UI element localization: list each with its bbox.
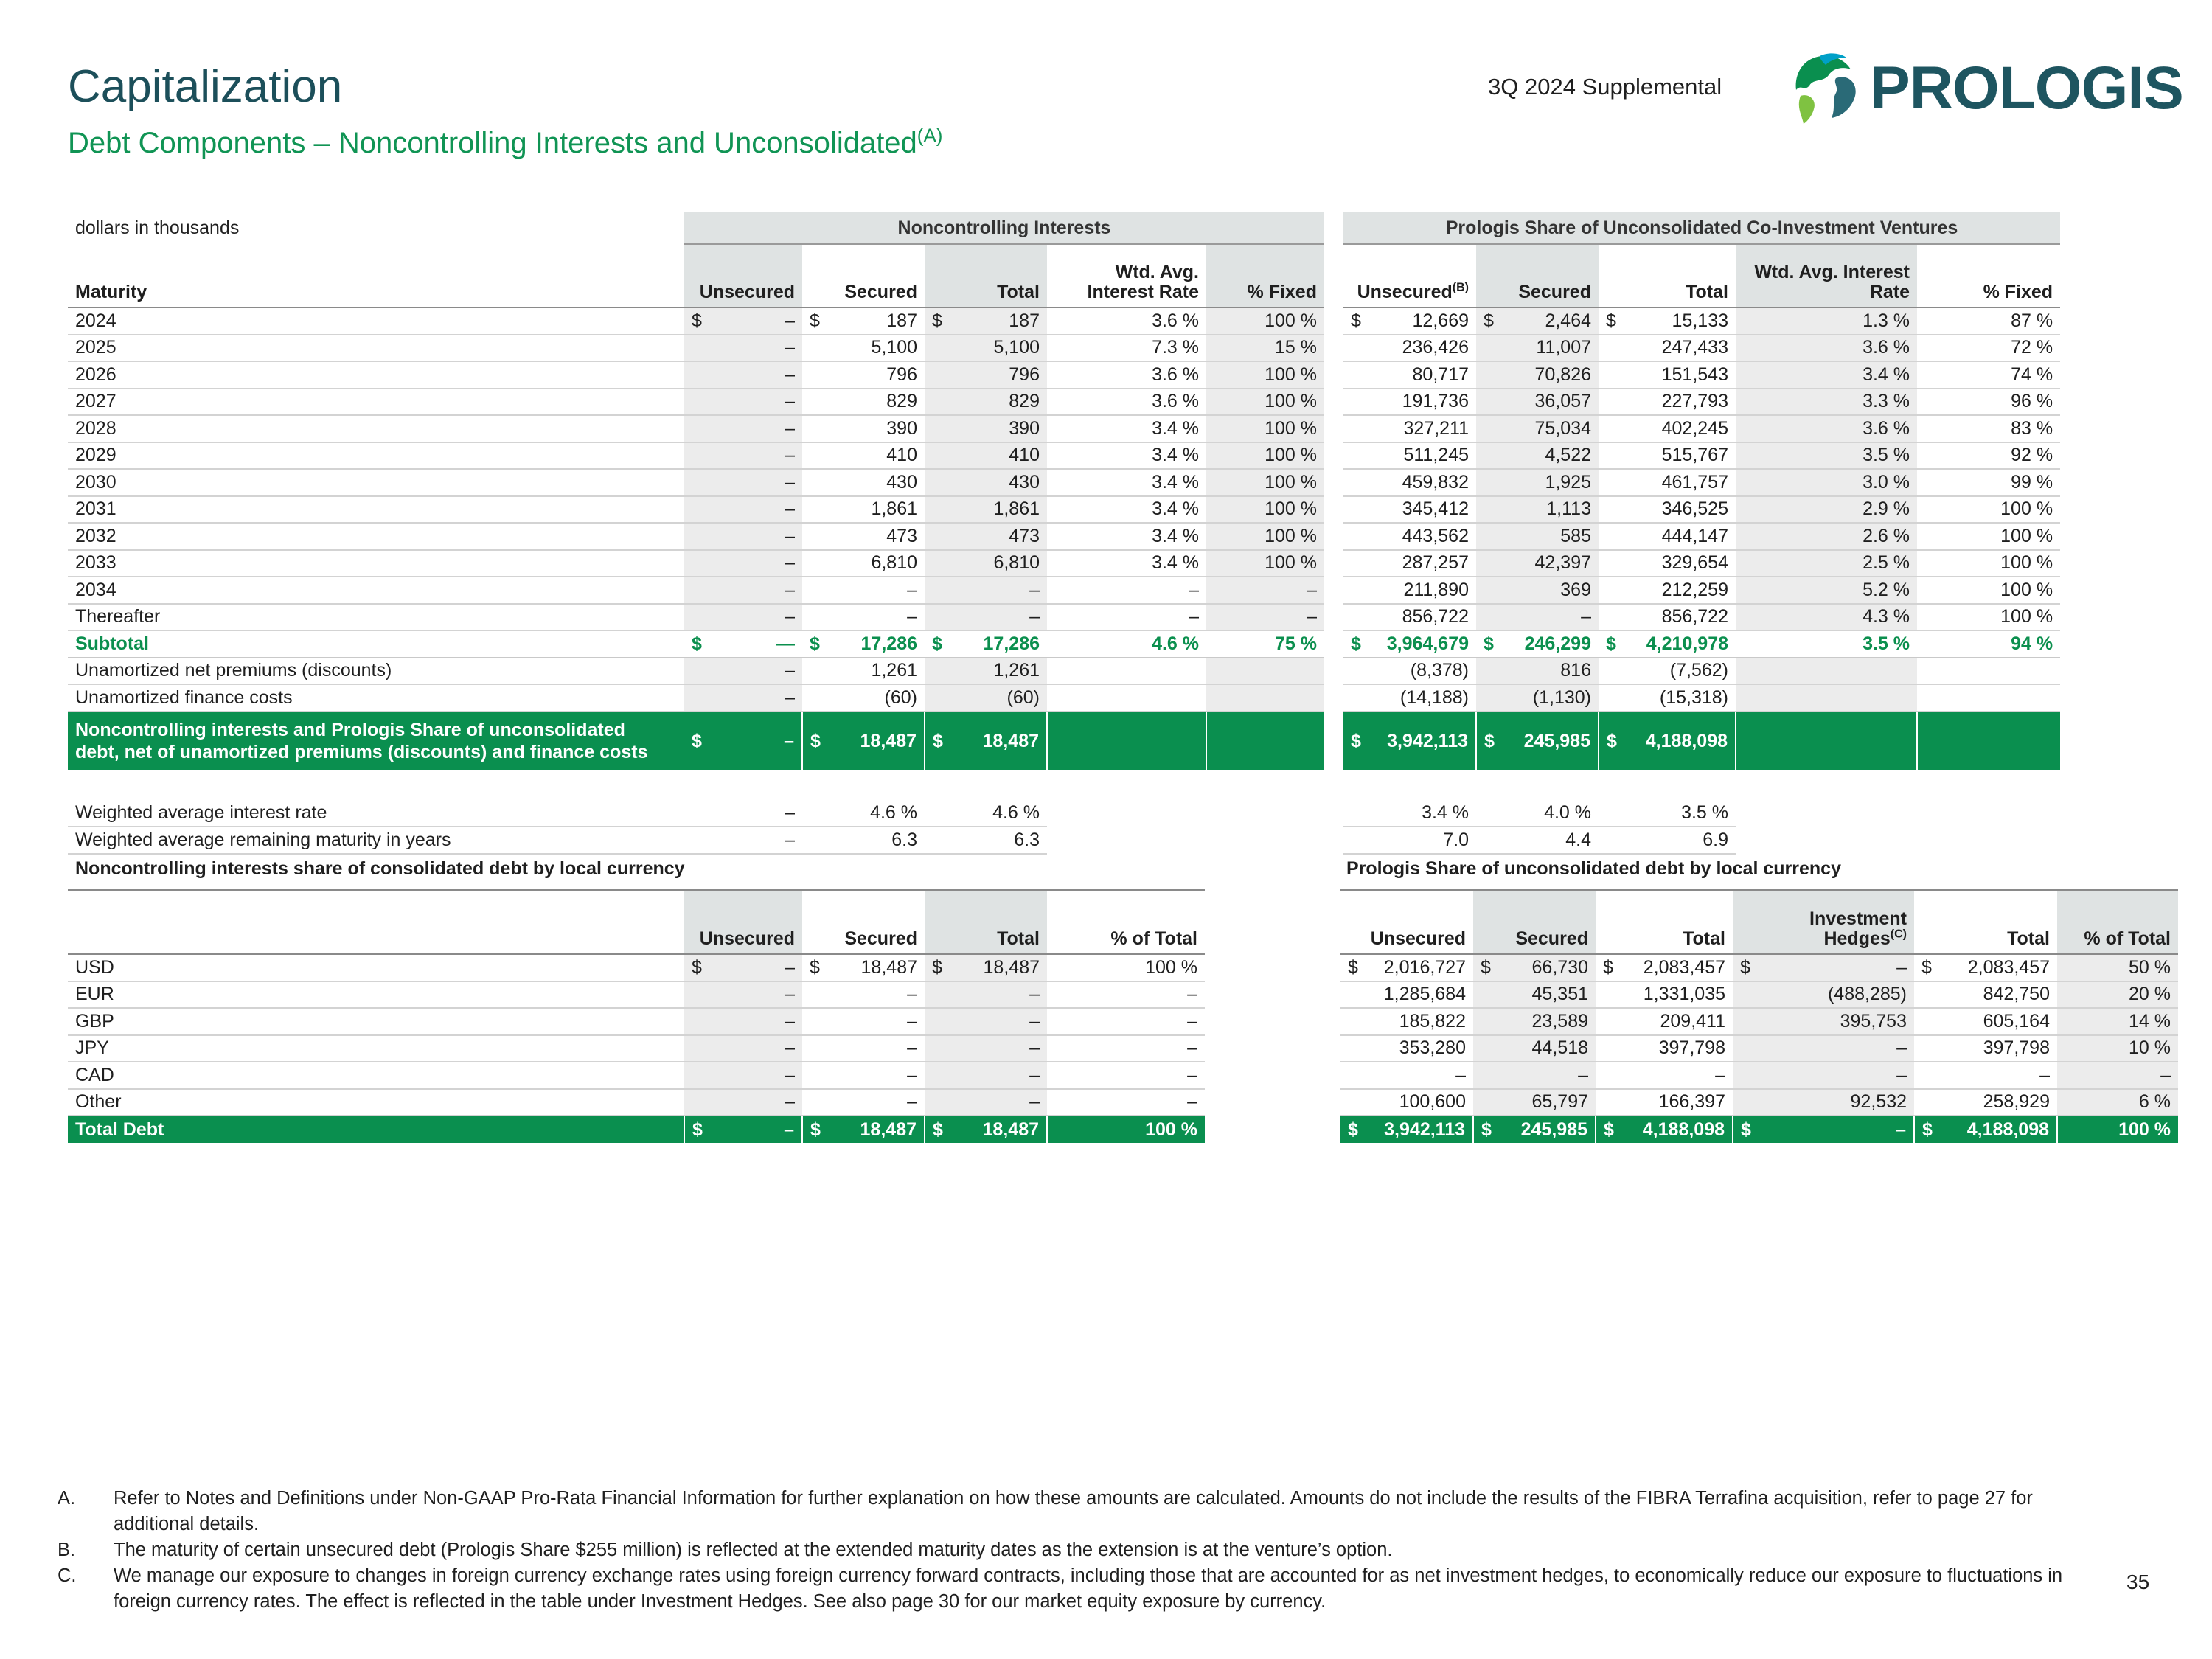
- nci-currency-row: USD $ – $ 18,487 $ 18,487 100 %: [68, 954, 1205, 981]
- pro-cur-total2-header: Total: [1914, 891, 2057, 955]
- nci-currency-title: Noncontrolling interests share of consolidated debt by local currency: [75, 858, 685, 879]
- pro-cur-total-header: Total: [1596, 891, 1733, 955]
- pro-cur-pct-header: % of Total: [2057, 891, 2178, 955]
- nci-currency-row: CAD – – – –: [68, 1062, 1205, 1089]
- footnote-a: A. Refer to Notes and Definitions under Non-GAAP Pro-Rata Financial Information for further explanation on how these amounts are calculated. Amounts do not include the results of the FIBRA Terrafina acquisition, refer to page 27 for additional details.: [58, 1488, 2033, 1534]
- page-subtitle: Debt Components – Noncontrolling Interests and Unconsolidated$^{(A)}$: [68, 124, 943, 159]
- premiums-row: Unamortized net premiums (discounts) – 1,261 1,261 (8,378) 816 (7,562): [68, 658, 2060, 685]
- maturity-row: 2024 $ – $ 187 $ 187 3.6 % 100 % $ 12,669 $ 2,464 $ 15,133 1.3 % 87 %: [68, 307, 2060, 335]
- pro-secured-header: Secured: [1476, 244, 1599, 307]
- nci-total-header: Total: [925, 244, 1047, 307]
- nci-fixed-header: % Fixed: [1206, 244, 1324, 307]
- nci-currency-row: GBP – – – –: [68, 1008, 1205, 1035]
- maturity-row: 2033 – 6,810 6,810 3.4 % 100 % 287,257 42,397 329,654 2.5 % 100 %: [68, 550, 2060, 577]
- nci-rate-header: Wtd. Avg. Interest Rate: [1047, 244, 1206, 307]
- pro-rate-header: Wtd. Avg. Interest Rate: [1736, 244, 1917, 307]
- nci-cur-secured-header: Secured: [802, 891, 925, 955]
- debt-components-table: [68, 212, 2060, 855]
- subtotal-row: Subtotal $ — $ 17,286 $ 17,286 4.6 % 75 % $ 3,964,679 $ 246,299 $ 4,210,978 3.5 % 94 %: [68, 630, 2060, 658]
- nci-cur-pct-header: % of Total: [1047, 891, 1205, 955]
- nci-currency-row: JPY – – – –: [68, 1035, 1205, 1062]
- page-number: 35: [2126, 1571, 2150, 1593]
- maturity-row: 2025 – 5,100 5,100 7.3 % 15 % 236,426 11,007 247,433 3.6 % 72 %: [68, 335, 2060, 362]
- nci-currency-row: EUR – – – –: [68, 981, 1205, 1009]
- pro-cur-hedges-header: Investment Hedges$^{(C)}$: [1733, 891, 1914, 955]
- maturity-row: 2027 – 829 829 3.6 % 100 % 191,736 36,057 227,793 3.3 % 96 %: [68, 389, 2060, 416]
- maturity-row: 2026 – 796 796 3.6 % 100 % 80,717 70,826 151,543 3.4 % 74 %: [68, 361, 2060, 389]
- footnote-b: B. The maturity of certain unsecured debt (Prologis Share $255 million) is reflected at the extended maturity dates as the extension is at the venture’s option.: [58, 1540, 1393, 1560]
- maturity-row: 2028 – 390 390 3.4 % 100 % 327,211 75,034 402,245 3.6 % 83 %: [68, 415, 2060, 442]
- prologis-currency-row: – – – – – –: [1340, 1062, 2178, 1089]
- nci-currency-row: Other – – – –: [68, 1089, 1205, 1116]
- group-nci-header: Noncontrolling Interests: [684, 212, 1324, 244]
- net-debt-row: Noncontrolling interests and Prologis Share of unconsolidated debt, net of unamortized premiums (discounts) and finance costs $ – $ 18,487 $ 18,487 $ 3,942,113 $ 245,985 $ 4,188,098: [68, 712, 2060, 770]
- maturity-header: Maturity: [68, 244, 684, 307]
- prologis-currency-table: [1340, 889, 2178, 1143]
- nci-cur-unsecured-header: Unsecured: [684, 891, 802, 955]
- pro-fixed-header: % Fixed: [1917, 244, 2060, 307]
- prologis-currency-row: $ 2,016,727 $ 66,730 $ 2,083,457 $ – $ 2,083,457 50 %: [1340, 954, 2178, 981]
- units-note: dollars in thousands: [75, 218, 240, 238]
- footnote-c: C. We manage our exposure to changes in foreign currency exchange rates using foreign currency forward contracts, including those that are accounted for as net investment hedges, to economically reduce our exposure to fluctuations in foreign currency rates. The effect is reflected in the table under Investment Hedges. See also page 30 for our market equity exposure by currency.: [58, 1565, 2063, 1612]
- footnotes: [58, 1486, 2078, 1615]
- maturity-row: 2031 – 1,861 1,861 3.4 % 100 % 345,412 1,113 346,525 2.9 % 100 %: [68, 496, 2060, 524]
- pro-cur-secured-header: Secured: [1473, 891, 1596, 955]
- pro-total-debt-row: $ 3,942,113 $ 245,985 $ 4,188,098 $ – $ 4,188,098 100 %: [1340, 1116, 2178, 1143]
- nci-unsecured-header: Unsecured: [684, 244, 802, 307]
- nci-secured-header: Secured: [802, 244, 925, 307]
- nci-total-debt-row: Total Debt $ – $ 18,487 $ 18,487 100 %: [68, 1116, 1205, 1143]
- maturity-row: 2030 – 430 430 3.4 % 100 % 459,832 1,925 461,757 3.0 % 99 %: [68, 469, 2060, 496]
- pro-unsecured-header: Unsecured$^{(B)}$: [1343, 244, 1476, 307]
- prologis-currency-row: 353,280 44,518 397,798 – 397,798 10 %: [1340, 1035, 2178, 1062]
- maturity-row: 2029 – 410 410 3.4 % 100 % 511,245 4,522 515,767 3.5 % 92 %: [68, 442, 2060, 470]
- nci-currency-table: [68, 889, 1205, 1143]
- maturity-row: 2032 – 473 473 3.4 % 100 % 443,562 585 444,147 2.6 % 100 %: [68, 523, 2060, 550]
- pro-total-header: Total: [1599, 244, 1736, 307]
- maturity-row: 2034 – – – – – 211,890 369 212,259 5.2 % 100 %: [68, 577, 2060, 604]
- page-title: Capitalization: [68, 61, 343, 112]
- prologis-currency-title: Prologis Share of unconsolidated debt by local currency: [1346, 858, 1841, 879]
- weighted-maturity-row: Weighted average remaining maturity in years – 6.3 6.3 7.0 4.4 6.9: [68, 827, 2060, 854]
- maturity-row: Thereafter – – – – – 856,722 – 856,722 4.3 % 100 %: [68, 604, 2060, 631]
- weighted-rate-row: Weighted average interest rate – 4.6 % 4.6 % 3.4 % 4.0 % 3.5 %: [68, 801, 2060, 827]
- prologis-currency-row: 100,600 65,797 166,397 92,532 258,929 6 %: [1340, 1089, 2178, 1116]
- group-prologis-header: Prologis Share of Unconsolidated Co-Investment Ventures: [1343, 212, 2060, 244]
- pro-cur-unsecured-header: Unsecured: [1340, 891, 1473, 955]
- company-logo: PROLOGIS: [1784, 49, 2190, 128]
- prologis-currency-row: 185,822 23,589 209,411 395,753 605,164 14 %: [1340, 1008, 2178, 1035]
- report-period: 3Q 2024 Supplemental: [1488, 74, 1722, 100]
- nci-cur-total-header: Total: [925, 891, 1047, 955]
- finance-costs-row: Unamortized finance costs – (60) (60) (14,188) (1,130) (15,318): [68, 684, 2060, 712]
- prologis-currency-row: 1,285,684 45,351 1,331,035 (488,285) 842,750 20 %: [1340, 981, 2178, 1009]
